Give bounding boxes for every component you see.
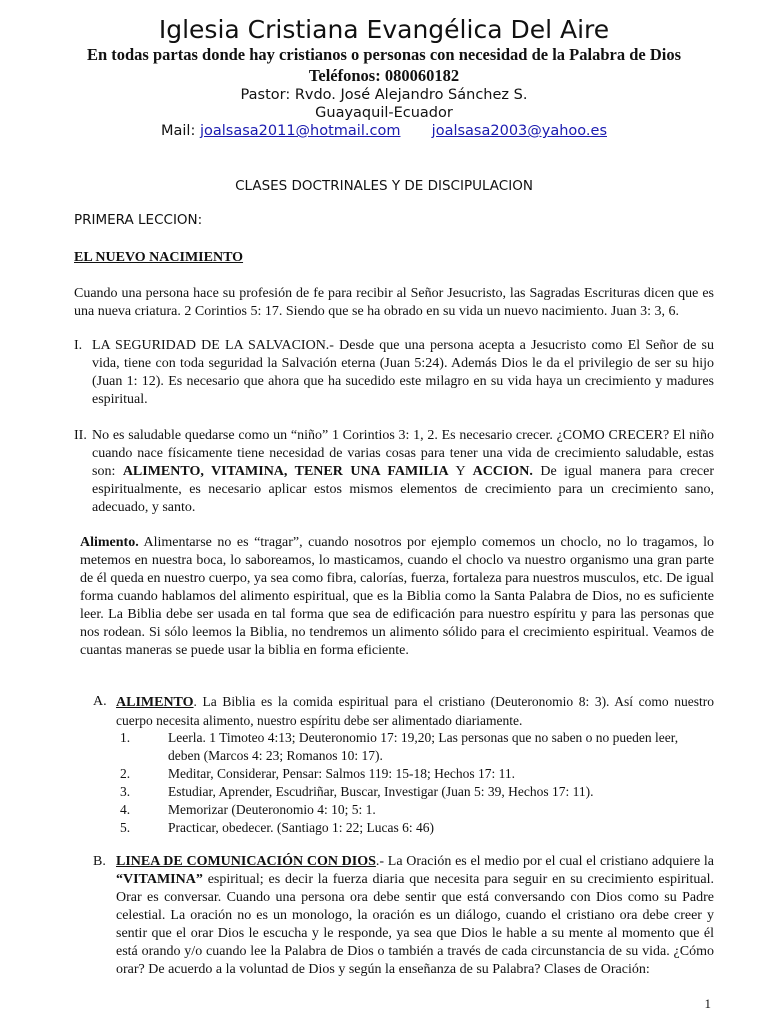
point1-paragraph: LA SEGURIDAD DE LA SALVACION.- Desde que una persona acepta a Jesucristo como El Señor de su vida, tiene con toda seguridad la Salvación eterna (Juan 5:24). Además Dios le da el privilegio de ser su hijo (Juan 1: 12). Es necesario que ahora que ha sucedido este milagro en su vida haya un crecimiento y madures espiritual. bbox=[92, 338, 714, 407]
intro-paragraph: Cuando una persona hace su profesión de fe para recibir al Señor Jesucristo, las Sagradas Escrituras dicen que es una nueva criatura. 2 Corintios 5: 17. Siendo que se ha obrado en su vida un nuevo nacimiento. Juan 3: 3, 6. bbox=[74, 286, 714, 319]
email-link-hotmail[interactable]: joalsasa2011@hotmail.com bbox=[199, 123, 401, 139]
city-line: Guayaquil-Ecuador bbox=[315, 105, 453, 121]
section-a-label: ALIMENTO bbox=[116, 695, 194, 710]
pastor-line: Pastor: Rvdo. José Alejandro Sánchez S. bbox=[240, 87, 528, 103]
church-subtitle: En todas partas donde hay cristianos o personas con necesidad de la Palabra de Dios bbox=[86, 45, 682, 64]
section-b-label: LINEA DE COMUNICACIÓN CON DIOS bbox=[116, 854, 376, 869]
list-item: Practicar, obedecer. (Santiago 1: 22; Lucas 6: 46) bbox=[168, 820, 434, 835]
list-item-number: 1. bbox=[120, 730, 131, 745]
list-item: Meditar, Considerar, Pensar: Salmos 119: 15-18; Hechos 17: 11. bbox=[168, 766, 515, 781]
point2-text-b: De igual manera para crecer espiritualmente, es necesario aplicar estos mismos elementos de crecimiento para un crecimiento sano, adecuado, y santo. bbox=[92, 464, 714, 515]
lesson-label: PRIMERA LECCION: bbox=[74, 212, 203, 228]
list-item-number: 2. bbox=[120, 766, 131, 781]
section-b-bold: “VITAMINA” bbox=[116, 872, 203, 887]
mail-line bbox=[0, 122, 768, 141]
page-number: 1 bbox=[704, 996, 711, 1011]
mail-label: Mail: bbox=[161, 123, 196, 139]
point2-text-a: No es saludable quedarse como un “niño” 1 Corintios 3: 1, 2. Es necesario crecer. ¿COMO CRECER? El niño cuando nace físicamente tiene necesidad de varias cosas para tener una vida de crecimiento saludable, estas son: bbox=[92, 428, 714, 479]
section-a-paragraph bbox=[116, 693, 714, 730]
section-b-text-1: .- La Oración es el medio por el cual el cristiano adquiere la bbox=[375, 854, 714, 869]
list-item-number: 4. bbox=[120, 802, 131, 817]
point2-conj: Y bbox=[448, 464, 473, 479]
church-title: Iglesia Cristiana Evangélica Del Aire bbox=[158, 15, 610, 44]
section-a-text: . La Biblia es la comida espiritual para el cristiano (Deuteronomio 8: 3). Así como nuestro cuerpo necesita alimento, nuestro espíritu debe ser alimentado diariamente. bbox=[116, 694, 714, 728]
point2-marker: II. bbox=[74, 428, 87, 443]
list-item: Leerla. 1 Timoteo 4:13; Deuteronomio 17: 19,20; Las personas que no saben o no pueden leer, deben (Marcos 4: 23; Romanos 10: 17). bbox=[168, 730, 679, 763]
point2-bold-accion: ACCION. bbox=[472, 464, 533, 479]
point1-marker: I. bbox=[74, 338, 83, 353]
phone-line: Teléfonos: 080060182 bbox=[308, 66, 460, 85]
section-a-marker: A. bbox=[93, 694, 107, 709]
topic-heading: EL NUEVO NACIMIENTO bbox=[74, 250, 244, 265]
list-item-number: 5. bbox=[120, 820, 131, 835]
point2-bold: ALIMENTO, VITAMINA, TENER UNA FAMILIA bbox=[122, 464, 449, 479]
point2-paragraph bbox=[92, 427, 714, 517]
section-b-text-2: espiritual; es decir la fuerza diaria que necesita para seguir en su crecimiento espiritual. Orar es conversar. Cuando una persona ora debe sentir que está conversando con Dios como su Padre celestial. La oración no es un monologo, la oración es un diálogo, cuando el cristiano ora debe creer y sentir que el orar Dios le escucha y le responde, ya sea que Dios le hable a su mente al momento que él está orando y/o cuando lee la Palabra de Dios o también a través de cada circunstancia de su vida. ¿Cómo orar? De acuerdo a la voluntad de Dios y según la enseñanza de su Palabra? Clases de Oración: bbox=[116, 872, 714, 977]
alimento-paragraph bbox=[80, 534, 714, 660]
list-item-number: 3. bbox=[120, 784, 131, 799]
course-title: CLASES DOCTRINALES Y DE DISCIPULACION bbox=[235, 178, 533, 194]
section-b-marker: B. bbox=[93, 854, 106, 869]
list-item: Estudiar, Aprender, Escudriñar, Buscar, Investigar (Juan 5: 39, Hechos 17: 11). bbox=[168, 784, 594, 799]
section-b-paragraph bbox=[116, 853, 714, 979]
alimento-text: Alimentarse no es “tragar”, cuando nosotros por ejemplo comemos un choclo, no lo tragamos, lo metemos en nuestra boca, lo saboreamos, lo masticamos, cuando el choclo va nuestro organismo una gran parte de él queda en nuestro cuerpo, ya sea como fibra, calorías, fuerza, fortaleza para nuestros musculos, etc. De igual forma cuando hablamos del alimento espiritual, que es la Biblia como la Santa Palabra de Dios, no es suficiente leer. La Biblia debe ser usada en tal forma que sea de edificación para nuestro espíritu y para las personas que nos rodean. Si sólo leemos la Biblia, no tendremos un alimento sólido para el crecimiento espiritual. Veamos de cuantas maneras se puede usar la biblia en forma eficiente. bbox=[80, 535, 714, 658]
list-item: Memorizar (Deuteronomio 4: 10; 5: 1. bbox=[168, 802, 376, 817]
alimento-label: Alimento. bbox=[80, 535, 139, 550]
email-link-yahoo[interactable]: joalsasa2003@yahoo.es bbox=[431, 123, 607, 139]
